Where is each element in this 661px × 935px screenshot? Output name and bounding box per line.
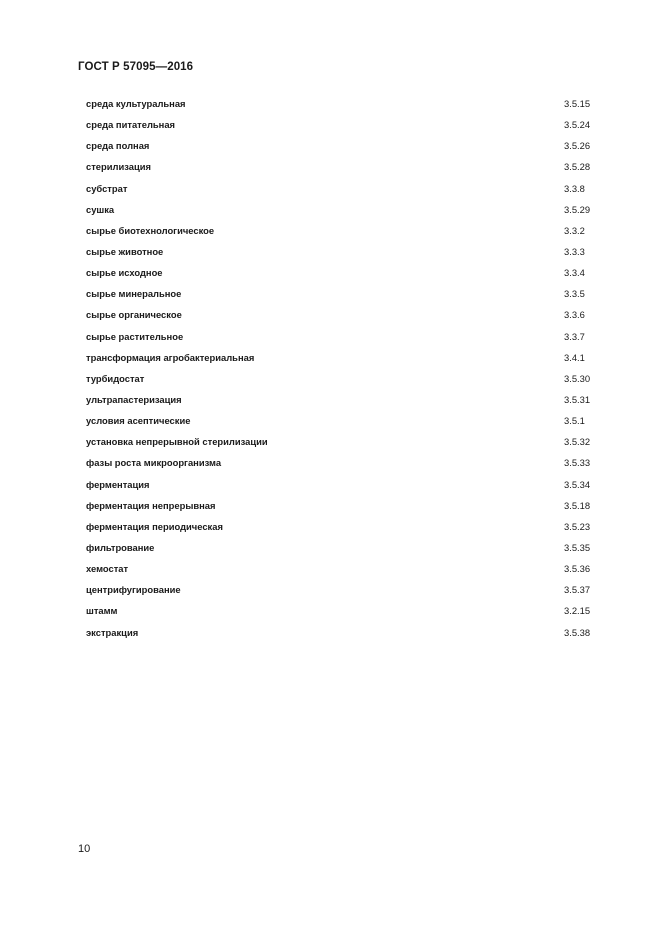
index-term: сырье исходное	[86, 267, 163, 279]
index-ref: 3.5.23	[564, 520, 591, 532]
index-entry	[86, 626, 596, 647]
index-ref: 3.5.24	[564, 119, 591, 131]
index-ref: 3.3.2	[564, 224, 585, 236]
index-ref: 3.5.31	[564, 393, 591, 405]
index-ref: 3.5.32	[564, 436, 591, 448]
term-index-list	[86, 97, 596, 647]
index-term: сырье растительное	[86, 330, 184, 342]
index-entry	[86, 182, 596, 203]
index-ref: 3.5.26	[564, 140, 591, 152]
index-term: турбидостат	[86, 372, 145, 384]
index-entry	[86, 562, 596, 583]
index-entry	[86, 499, 596, 520]
index-ref: 3.5.35	[564, 541, 591, 553]
index-entry	[86, 414, 596, 435]
index-entry	[86, 583, 596, 604]
index-ref: 3.5.29	[564, 203, 591, 215]
index-ref: 3.5.33	[564, 457, 591, 469]
page-number: 10	[78, 843, 91, 855]
index-term: сушка	[86, 203, 115, 215]
index-entry	[86, 245, 596, 266]
document-header: ГОСТ Р 57095—2016	[78, 61, 194, 73]
index-ref: 3.5.38	[564, 626, 591, 638]
index-term: фильтрование	[86, 541, 155, 553]
index-term: стерилизация	[86, 161, 151, 173]
index-entry	[86, 604, 596, 625]
index-term: трансформация агробактериальная	[86, 351, 255, 363]
index-term: среда питательная	[86, 119, 176, 131]
index-entry	[86, 224, 596, 245]
index-ref: 3.5.18	[564, 499, 591, 511]
index-term: ферментация	[86, 478, 150, 490]
index-ref: 3.5.1	[564, 415, 585, 427]
index-ref: 3.5.37	[564, 584, 591, 596]
index-ref: 3.3.7	[564, 330, 585, 342]
index-term: ультрапастеризация	[86, 393, 182, 405]
index-term: центрифугирование	[86, 584, 181, 596]
index-entry	[86, 118, 596, 139]
index-term: среда полная	[86, 140, 150, 152]
index-term: экстракция	[86, 626, 139, 638]
index-ref: 3.3.8	[564, 182, 585, 194]
index-entry	[86, 351, 596, 372]
index-entry	[86, 266, 596, 287]
index-ref: 3.2.15	[564, 605, 591, 617]
index-term: сырье органическое	[86, 309, 182, 321]
index-ref: 3.3.3	[564, 245, 585, 257]
index-term: хемостат	[86, 563, 129, 575]
index-entry	[86, 97, 596, 118]
index-term: ферментация непрерывная	[86, 499, 216, 511]
index-term: фазы роста микроорганизма	[86, 457, 222, 469]
index-ref: 3.5.36	[564, 563, 591, 575]
index-ref: 3.5.15	[564, 98, 591, 109]
index-entry	[86, 308, 596, 329]
index-entry	[86, 287, 596, 308]
index-entry	[86, 435, 596, 456]
index-entry	[86, 393, 596, 414]
index-entry	[86, 456, 596, 477]
index-entry	[86, 160, 596, 181]
index-term: установка непрерывной стерилизации	[86, 436, 268, 448]
index-entry	[86, 139, 596, 160]
index-term: условия асептические	[86, 415, 191, 427]
index-entry	[86, 478, 596, 499]
index-term: штамм	[86, 605, 118, 617]
index-ref: 3.3.6	[564, 309, 585, 321]
index-ref: 3.3.4	[564, 267, 585, 279]
index-term: субстрат	[86, 182, 128, 194]
index-term: сырье животное	[86, 245, 164, 257]
index-entry	[86, 541, 596, 562]
index-ref: 3.5.28	[564, 161, 591, 173]
index-ref: 3.3.5	[564, 288, 585, 300]
index-term: ферментация периодическая	[86, 520, 223, 532]
index-term: сырье биотехнологическое	[86, 224, 215, 236]
index-entry	[86, 520, 596, 541]
index-entry	[86, 372, 596, 393]
index-entry	[86, 203, 596, 224]
index-term: среда культуральная	[86, 98, 186, 109]
index-entry	[86, 330, 596, 351]
index-ref: 3.5.34	[564, 478, 591, 490]
index-ref: 3.5.30	[564, 372, 591, 384]
index-term: сырье минеральное	[86, 288, 182, 300]
index-ref: 3.4.1	[564, 351, 585, 363]
